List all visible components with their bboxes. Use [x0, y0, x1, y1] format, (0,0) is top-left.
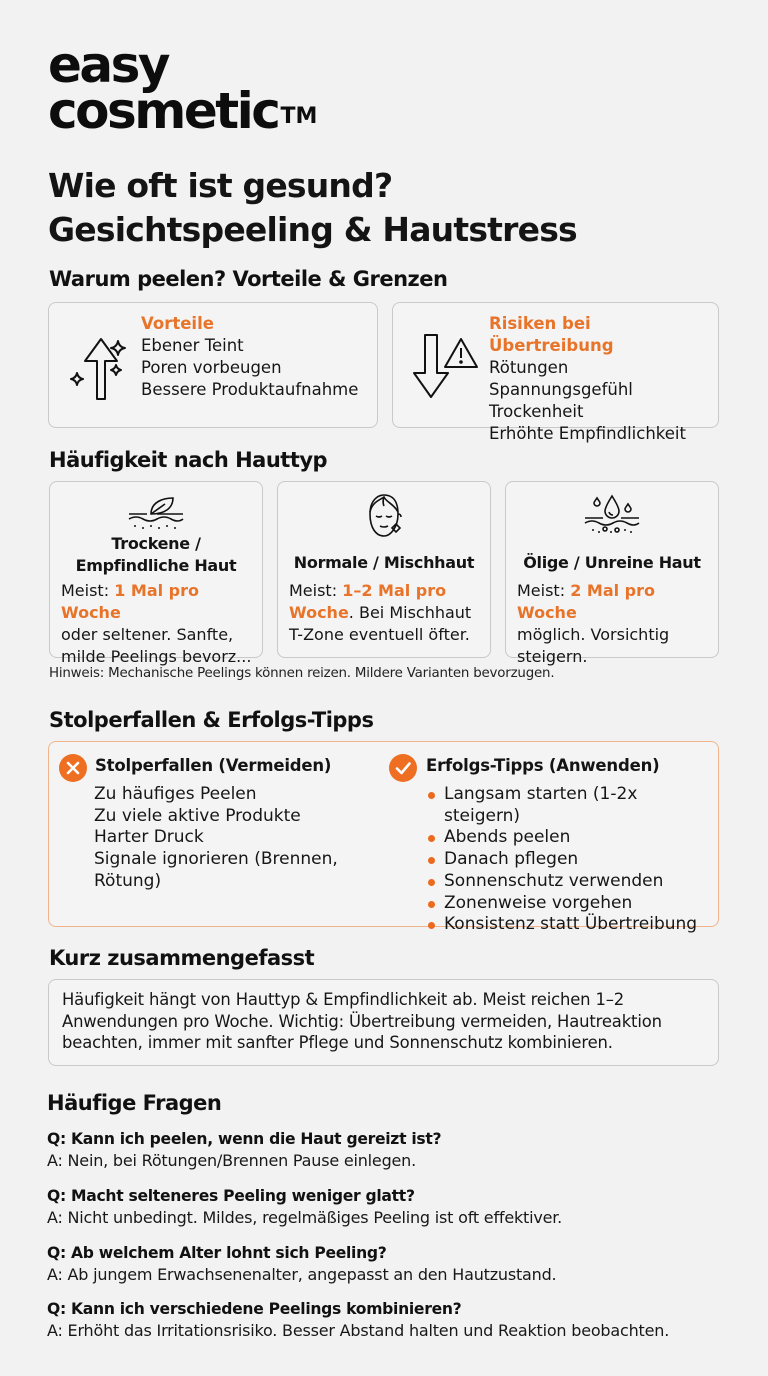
- arrow-up-sparkles-icon: [69, 331, 131, 407]
- skin-type-name: Trockene / Empfindliche Haut: [75, 534, 237, 575]
- faq-question: Q: Macht selteneres Peeling weniger glatt?: [47, 1187, 415, 1205]
- page-title-line-1: Wie oft ist gesund?: [48, 166, 393, 205]
- skin-type-description: Meist: 1–2 Mal pro Woche. Bei Mischhaut T-Zone eventuell öfter.: [289, 581, 472, 644]
- section-heading-summary: Kurz zusammengefasst: [49, 946, 315, 970]
- brand-line-1: easy: [48, 36, 169, 94]
- pitfall-item: Zu häufiges Peelen: [94, 784, 257, 804]
- oil-drops-icon: [583, 492, 641, 538]
- success-item: Konsistenz statt Übertreibung: [428, 914, 718, 936]
- pitfall-item: Signale ignorieren (Brennen,: [94, 849, 338, 870]
- section-heading-faq: Häufige Fragen: [47, 1091, 222, 1115]
- frequency-highlight: 2 Mal pro Woche: [517, 581, 655, 622]
- skin-type-card-normal: [277, 481, 491, 658]
- section-heading-tips: Stolperfallen & Erfolgs-Tipps: [49, 708, 374, 732]
- check-circle-icon: [389, 754, 417, 782]
- skin-type-description: Meist: 2 Mal pro Woche möglich. Vorsichtig steigern.: [517, 581, 670, 666]
- section-heading-why: Warum peelen? Vorteile & Grenzen: [49, 267, 448, 291]
- faq-item: [47, 1185, 562, 1229]
- cons-item: Trockenheit: [489, 402, 584, 421]
- frequency-highlight: 1 Mal pro Woche: [61, 581, 199, 622]
- page-title: [48, 164, 577, 252]
- cons-title: Risiken bei Übertreibung: [489, 314, 614, 355]
- pros-title: Vorteile: [141, 314, 214, 333]
- brand-line-2: cosmetic: [48, 82, 279, 140]
- faq-item: [47, 1242, 556, 1286]
- cons-content: [489, 313, 718, 445]
- skin-type-description: Meist: 1 Mal pro Woche oder seltener. Sanfte, milde Peelings bevorz...: [61, 581, 252, 666]
- faq-answer: A: Erhöht das Irritationsrisiko. Besser Abstand halten und Reaktion beobachten.: [47, 1321, 670, 1340]
- success-title: Erfolgs-Tipps (Anwenden): [426, 756, 660, 775]
- pros-item: Ebener Teint: [141, 336, 244, 355]
- skin-type-card-dry: [49, 481, 263, 666]
- pros-item: Poren vorbeugen: [141, 358, 282, 377]
- pros-card: [48, 302, 378, 428]
- summary-text: Häufigkeit hängt von Hauttyp & Empfindlichkeit ab. Meist reichen 1–2 Anwendungen pro Woche. Wichtig: Übertreibung vermeiden, Hautreaktion beachten, immer mit sanfter Pflege und Sonnenschutz kombinieren.: [62, 990, 662, 1052]
- x-circle-icon: [59, 754, 87, 782]
- brand-logo: [48, 36, 318, 140]
- cons-card: [392, 302, 719, 443]
- face-icon: [362, 492, 406, 546]
- pitfall-item: Zu viele aktive Produkte: [94, 805, 301, 826]
- success-item: Sonnenschutz verwenden: [428, 871, 718, 893]
- frequency-highlight: Woche: [289, 603, 349, 622]
- section-heading-frequency: Häufigkeit nach Hauttyp: [49, 448, 328, 472]
- trademark: TM: [280, 104, 318, 129]
- cons-item: Spannungsgefühl: [489, 380, 633, 399]
- faq-answer: A: Nicht unbedingt. Mildes, regelmäßiges Peeling ist oft effektiver.: [47, 1208, 563, 1227]
- frequency-note: Hinweis: Mechanische Peelings können reizen. Mildere Varianten bevorzugen.: [49, 666, 555, 681]
- success-item: Danach pflegen: [428, 849, 718, 871]
- pitfalls-list: [94, 784, 338, 893]
- pitfalls-title: Stolperfallen (Vermeiden): [95, 756, 332, 775]
- faq-item: [47, 1298, 669, 1342]
- skin-type-name: Ölige / Unreine Haut: [523, 553, 701, 572]
- pros-content: [141, 313, 358, 401]
- pitfall-item: Harter Druck: [94, 827, 204, 848]
- success-list: [428, 784, 718, 936]
- skin-type-name: Normale / Mischhaut: [293, 553, 475, 572]
- cons-item: Rötungen: [489, 358, 569, 377]
- cons-item: Erhöhte Empfindlichkeit: [489, 424, 686, 443]
- pros-item: Bessere Produktaufnahme: [141, 380, 359, 399]
- faq-item: [47, 1128, 441, 1172]
- summary-card: [48, 979, 719, 1066]
- skin-type-card-oily: [505, 481, 719, 666]
- faq-question: Q: Kann ich verschiedene Peelings kombinieren?: [47, 1300, 462, 1318]
- leaf-skin-icon: [127, 492, 185, 536]
- faq-question: Q: Ab welchem Alter lohnt sich Peeling?: [47, 1244, 387, 1262]
- faq-answer: A: Ab jungem Erwachsenenalter, angepasst an den Hautzustand.: [47, 1265, 557, 1284]
- success-item: Langsam starten (1-2x steigern): [428, 784, 718, 827]
- success-item: Abends peelen: [428, 827, 718, 849]
- success-item: Zonenweise vorgehen: [428, 893, 718, 915]
- frequency-highlight: 1–2 Mal pro: [342, 581, 447, 600]
- tips-card: [48, 741, 719, 935]
- faq-question: Q: Kann ich peelen, wenn die Haut gereizt ist?: [47, 1130, 442, 1148]
- pitfall-item: Rötung): [94, 870, 162, 891]
- faq-answer: A: Nein, bei Rötungen/Brennen Pause einlegen.: [47, 1151, 417, 1170]
- arrow-down-warning-icon: [411, 331, 481, 407]
- page-title-line-2: Gesichtspeeling & Hautstress: [48, 210, 577, 249]
